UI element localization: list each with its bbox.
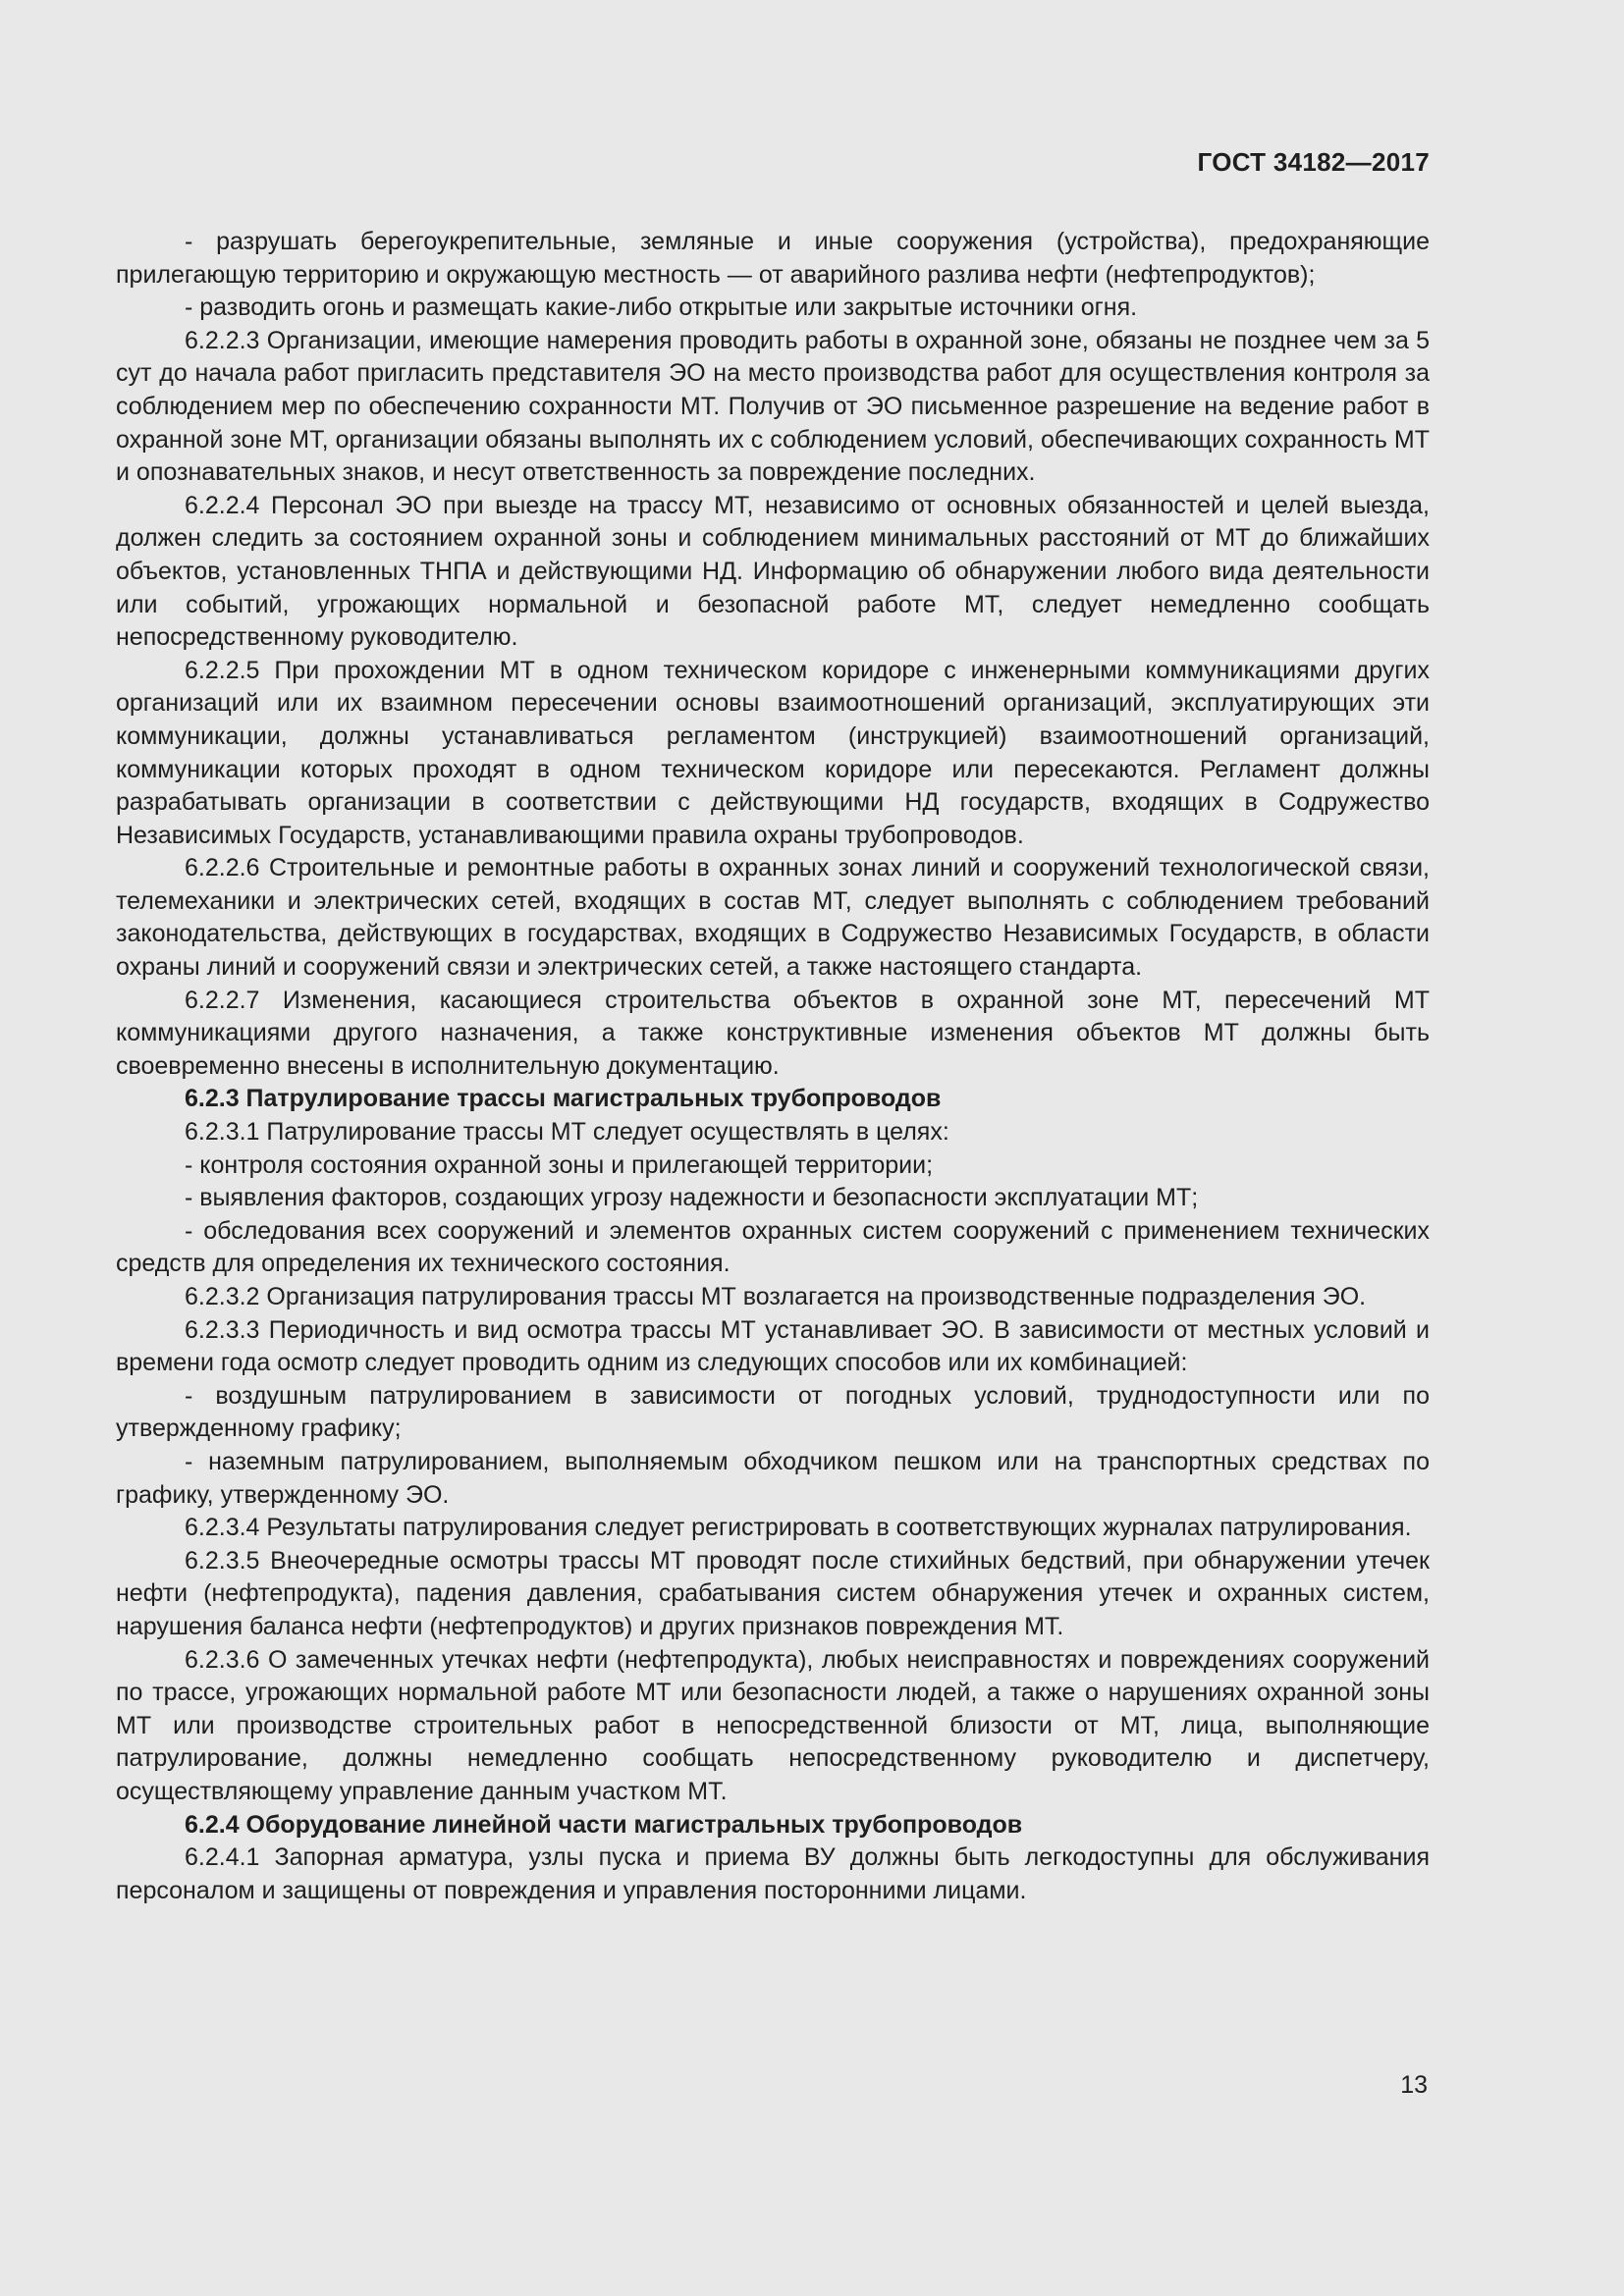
paragraph: 6.2.3.1 Патрулирование трассы МТ следует осуществлять в целях: — [185, 1118, 949, 1147]
paragraph: 6.2.3.4 Результаты патрулирования следует регистрировать в соответствующих журналах патрулирования. — [185, 1514, 1412, 1542]
list-item: - выявления факторов, создающих угрозу надежности и безопасности эксплуатации МТ; — [185, 1184, 1199, 1212]
paragraph: 6.2.2.5 При прохождении МТ в одном техническом коридоре с инженерными коммуникациями других организаций или их взаимном пересечении основы взаимоотношений организаций, эксплуатирующих эти коммуникации, должны устанавливаться регламентом (инструкцией) взаимоотношений организаций, коммуникации которых проходят в одном техническом коридоре или пересекаются. Регламент должны разрабатывать организации в соответствии с действующими НД государств, входящих в Содружество Независимых Государств, устанавливающими правила охраны трубопроводов. — [116, 656, 1430, 849]
list-item: - разрушать берегоукрепительные, земляные и иные сооружения (устройства), предохраняющие прилегающую территорию и окружающую местность — от аварийного разлива нефти (нефтепродуктов); — [116, 228, 1430, 289]
list-item: - обследования всех сооружений и элементов охранных систем сооружений с применением технических средств для определения их технического состояния. — [116, 1216, 1430, 1278]
document-body — [116, 226, 1430, 1907]
paragraph: 6.2.2.7 Изменения, касающиеся строительства объектов в охранной зоне МТ, пересечений МТ коммуникациями другого назначения, а также конструктивные изменения объектов МТ должны быть своевременно внесены в исполнительную документацию. — [116, 986, 1430, 1080]
paragraph: 6.2.3.2 Организация патрулирования трассы МТ возлагается на производственные подразделения ЭО. — [185, 1283, 1367, 1310]
list-item: - воздушным патрулированием в зависимости от погодных условий, труднодоступности или по утвержденному графику; — [116, 1381, 1430, 1443]
page-number: 13 — [1400, 2071, 1428, 2099]
section-heading: 6.2.3 Патрулирование трассы магистральных трубопроводов — [185, 1085, 942, 1113]
paragraph: 6.2.3.3 Периодичность и вид осмотра трассы МТ устанавливает ЭО. В зависимости от местных условий и времени года осмотр следует проводить одним из следующих способов или их комбинацией: — [116, 1315, 1430, 1377]
paragraph: 6.2.3.6 О замеченных утечках нефти (нефтепродукта), любых неисправностях и повреждениях сооружений по трассе, угрожающих нормальной работе МТ или безопасности людей, а также о нарушениях охранной зоны МТ или производстве строительных работ в непосредственной близости от МТ, лица, выполняющие патрулирование, должны немедленно сообщать непосредственному руководителю и диспетчеру, осуществляющему управление данным участком МТ. — [116, 1645, 1430, 1805]
paragraph: 6.2.2.6 Строительные и ремонтные работы в охранных зонах линий и сооружений технологической связи, телемеханики и электрических сетей, входящих в состав МТ, следует выполнять с соблюдением требований законодательства, действующих в государствах, входящих в Содружество Независимых Государств, в области охраны линий и сооружений связи и электрических сетей, а также настоящего стандарта. — [116, 854, 1430, 982]
document-header: ГОСТ 34182—2017 — [1197, 147, 1430, 177]
paragraph: 6.2.2.4 Персонал ЭО при выезде на трассу МТ, независимо от основных обязанностей и целей выезда, должен следить за состоянием охранной зоны и соблюдением минимальных расстояний от МТ до ближайших объектов, установленных ТНПА и действующими НД. Информацию об обнаружении любого вида деятельности или событий, угрожающих нормальной и безопасной работе МТ, следует немедленно сообщать непосредственному руководителю. — [116, 491, 1430, 652]
paragraph: 6.2.2.3 Организации, имеющие намерения проводить работы в охранной зоне, обязаны не позднее чем за 5 сут до начала работ пригласить представителя ЭО на место производства работ для осуществления контроля за соблюдением мер по обеспечению сохранности МТ. Получив от ЭО письменное разрешение на ведение работ в охранной зоне МТ, организации обязаны выполнять их с соблюдением условий, обеспечивающих сохранность МТ и опознавательных знаков, и несут ответственность за повреждение последних. — [116, 326, 1430, 487]
paragraph: 6.2.4.1 Запорная арматура, узлы пуска и приема ВУ должны быть легкодоступны для обслуживания персоналом и защищены от повреждения и управления посторонними лицами. — [116, 1843, 1430, 1904]
section-heading: 6.2.4 Оборудование линейной части магистральных трубопроводов — [185, 1810, 1023, 1839]
list-item: - контроля состояния охранной зоны и прилегающей территории; — [185, 1150, 934, 1179]
list-item: - наземным патрулированием, выполняемым обходчиком пешком или на транспортных средствах по графику, утвержденному ЭО. — [116, 1447, 1430, 1509]
list-item: - разводить огонь и размещать какие-либо открытые или закрытые источники огня. — [185, 294, 1138, 322]
paragraph: 6.2.3.5 Внеочередные осмотры трассы МТ проводят после стихийных бедствий, при обнаружении утечек нефти (нефтепродукта), падения давления, срабатывания систем обнаружения утечек и охранных систем, нарушения баланса нефти (нефтепродуктов) и других признаков повреждения МТ. — [116, 1546, 1430, 1640]
